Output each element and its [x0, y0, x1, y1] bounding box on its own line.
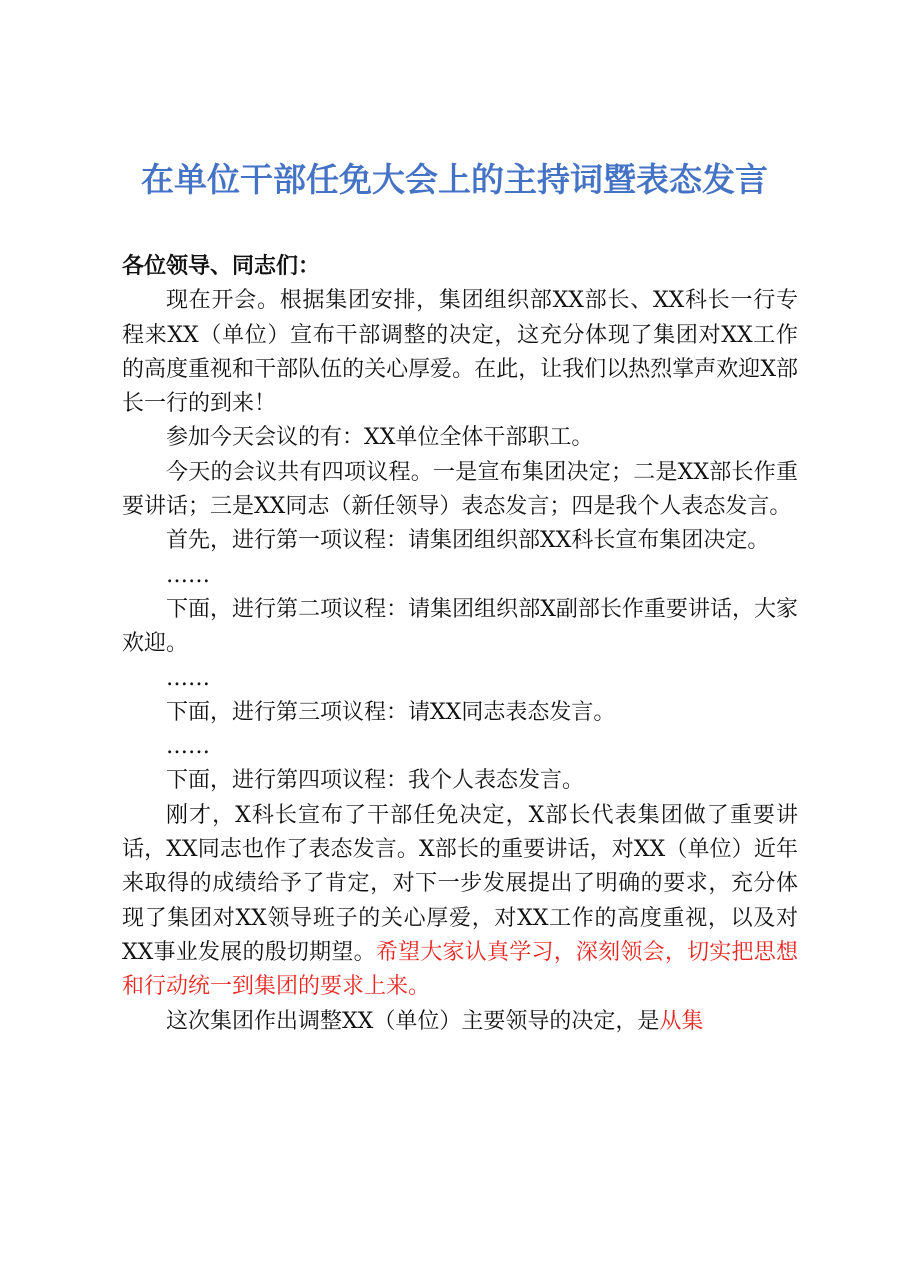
paragraph-text: 下面，进行第四项议程：我个人表态发言。 [166, 768, 585, 794]
paragraph-text: 今天的会议共有四项议程。一是宣布集团决定；二是XX部长作重要讲话；三是XX同志（新任领导）表态发言；四是我个人表态发言。 [122, 459, 798, 520]
paragraph-text: …… [166, 665, 210, 691]
highlighted-text: 希望大家认真学习，深刻领会，切实把思想和行动统一到集团的要求上来。 [122, 939, 798, 1000]
salutation: 各位领导、同志们： [122, 254, 321, 279]
highlighted-text: 从集 [659, 1008, 704, 1034]
paragraph-text: …… [166, 734, 210, 760]
paragraph-text: 参加今天会议的有：XX单位全体干部职工。 [166, 425, 594, 451]
paragraph-adjustment [122, 1005, 798, 1039]
paragraph-text: …… [166, 562, 210, 588]
paragraph-text: 刚才，X科长宣布了干部任免决定，X部长代表集团做了重要讲话，XX同志也作了表态发言。X部长的重要讲话，对XX（单位）近年来取得的成绩给予了肯定，对下一步发展提出了明确的要求，充分体现了集团对XX领导班子的关心厚爱，对XX工作的高度重视，以及对XX事业发展的殷切期望。 [122, 802, 798, 965]
paragraph-opening [122, 284, 798, 421]
ellipsis-3 [122, 730, 798, 764]
paragraph-text: 这次集团作出调整XX（单位）主要领导的决定，是 [166, 1008, 660, 1034]
ellipsis-1 [122, 559, 798, 593]
paragraph-agenda-item-1 [122, 524, 798, 558]
paragraph-agenda-item-3 [122, 696, 798, 730]
paragraph-text: 现在开会。根据集团安排，集团组织部XX部长、XX科长一行专程来XX（单位）宣布干部调整的决定，这充分体现了集团对XX工作的高度重视和干部队伍的关心厚爱。在此，让我们以热烈掌声欢迎X部长一行的到来！ [122, 288, 798, 417]
paragraph-agenda-item-4 [122, 764, 798, 798]
paragraph-text: 首先，进行第一项议程：请集团组织部XX科长宣布集团决定。 [166, 528, 770, 554]
paragraph-summary [122, 799, 798, 1005]
paragraph-text: 下面，进行第二项议程：请集团组织部X副部长作重要讲话，大家欢迎。 [122, 596, 798, 657]
paragraph-agenda [122, 456, 798, 525]
document-title: 在单位干部任免大会上的主持词暨表态发言 [141, 160, 768, 199]
paragraph-attendees [122, 421, 798, 455]
paragraph-text: 下面，进行第三项议程：请XX同志表态发言。 [166, 699, 616, 725]
ellipsis-2 [122, 662, 798, 696]
document-body [122, 250, 798, 1039]
paragraph-agenda-item-2 [122, 593, 798, 662]
